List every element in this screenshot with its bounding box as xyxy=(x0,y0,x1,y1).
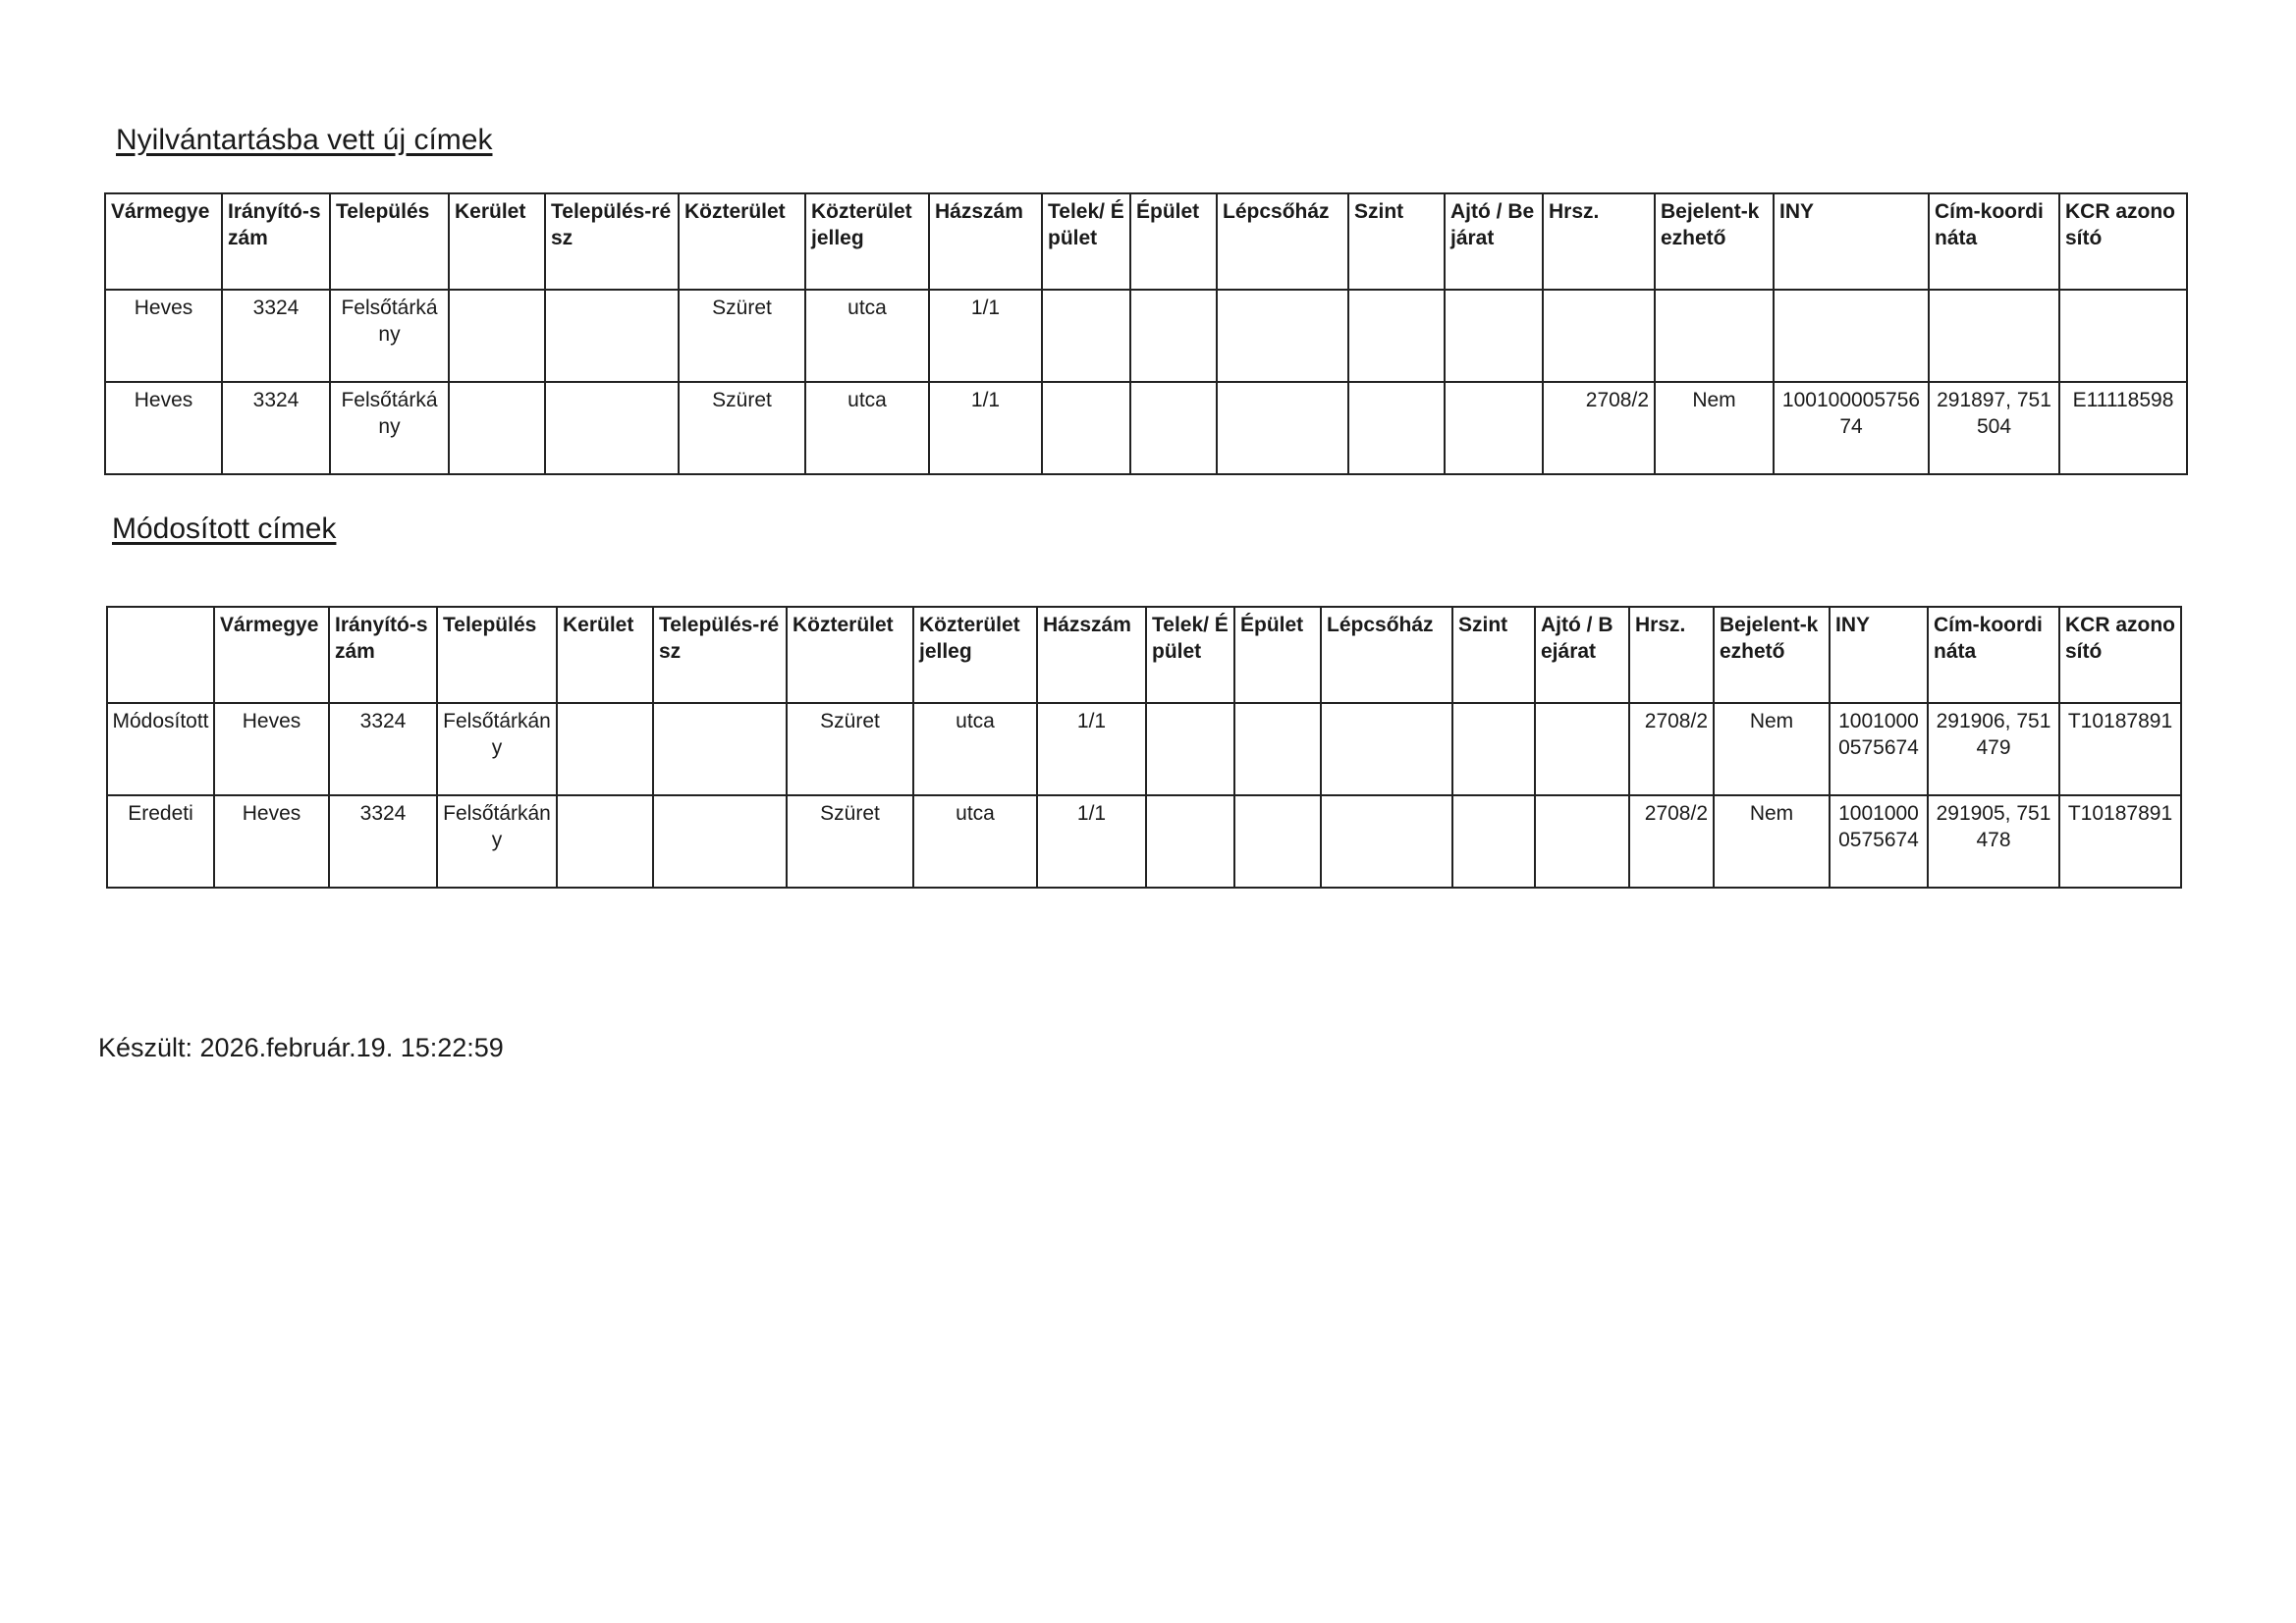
header-cell: Település xyxy=(437,607,557,703)
cell-telek-epulet xyxy=(1146,703,1234,795)
header-cell: Telek/ Épület xyxy=(1042,193,1130,290)
table-header-row xyxy=(105,193,2187,290)
header-cell: Település xyxy=(330,193,449,290)
cell-kerulet xyxy=(557,795,653,888)
header-cell: Lépcsőház xyxy=(1217,193,1348,290)
header-cell: Irányító-szám xyxy=(329,607,437,703)
header-cell: Hrsz. xyxy=(1629,607,1714,703)
header-cell: Közterület xyxy=(679,193,805,290)
cell-telepulesresz xyxy=(653,795,787,888)
header-cell: Irányító-szám xyxy=(222,193,330,290)
cell-kozterulet: Szüret xyxy=(679,290,805,382)
cell-kerulet xyxy=(449,382,545,474)
cell-telek-epulet xyxy=(1146,795,1234,888)
header-cell: INY xyxy=(1774,193,1929,290)
header-cell: Ajtó / Bejárat xyxy=(1445,193,1543,290)
cell-iranyitoszam: 3324 xyxy=(329,703,437,795)
header-cell: Bejelent-kezhető xyxy=(1714,607,1830,703)
table-row xyxy=(105,290,2187,382)
cell-kozterulet: Szüret xyxy=(787,795,913,888)
cell-lepcsohaz xyxy=(1217,382,1348,474)
cell-kozterulet: Szüret xyxy=(787,703,913,795)
cell-iny xyxy=(1774,290,1929,382)
cell-varmegye: Heves xyxy=(214,703,329,795)
cell-telepulesresz xyxy=(545,290,679,382)
cell-ajto-bejarat xyxy=(1535,795,1629,888)
header-cell: Épület xyxy=(1130,193,1217,290)
cell-kcr-azonosito: T10187891 xyxy=(2059,795,2181,888)
header-cell: Vármegye xyxy=(214,607,329,703)
cell-hrsz: 2708/2 xyxy=(1629,703,1714,795)
table-row xyxy=(105,382,2187,474)
cell-ajto-bejarat xyxy=(1445,290,1543,382)
cell-telepules: Felsőtárkány xyxy=(330,382,449,474)
header-cell: Kerület xyxy=(557,607,653,703)
cell-varmegye: Heves xyxy=(214,795,329,888)
cell-szint xyxy=(1452,795,1535,888)
cell-telepules: Felsőtárkány xyxy=(330,290,449,382)
header-cell: Épület xyxy=(1234,607,1321,703)
cell-lepcsohaz xyxy=(1321,795,1452,888)
cell-status: Eredeti xyxy=(107,795,214,888)
cell-kcr-azonosito xyxy=(2059,290,2187,382)
cell-iny: 10010000575674 xyxy=(1830,795,1928,888)
cell-cimkoordinata: 291906, 751479 xyxy=(1928,703,2059,795)
cell-hrsz xyxy=(1543,290,1655,382)
generated-timestamp: Készült: 2026.február.19. 15:22:59 xyxy=(98,1033,504,1062)
cell-szint xyxy=(1348,382,1445,474)
cell-cimkoordinata: 291897, 751504 xyxy=(1929,382,2059,474)
cell-epulet xyxy=(1234,795,1321,888)
header-cell: KCR azonosító xyxy=(2059,607,2181,703)
cell-hazszam: 1/1 xyxy=(929,290,1042,382)
cell-telepules: Felsőtárkány xyxy=(437,703,557,795)
header-cell: KCR azonosító xyxy=(2059,193,2187,290)
header-cell: Szint xyxy=(1348,193,1445,290)
cell-epulet xyxy=(1234,703,1321,795)
cell-hazszam: 1/1 xyxy=(1037,703,1146,795)
cell-szint xyxy=(1348,290,1445,382)
header-cell: Ajtó / Bejárat xyxy=(1535,607,1629,703)
table-row xyxy=(107,703,2181,795)
cell-bejelentkezheto: Nem xyxy=(1714,795,1830,888)
cell-kerulet xyxy=(449,290,545,382)
cell-bejelentkezheto: Nem xyxy=(1714,703,1830,795)
cell-varmegye: Heves xyxy=(105,290,222,382)
cell-iranyitoszam: 3324 xyxy=(222,382,330,474)
cell-hrsz: 2708/2 xyxy=(1629,795,1714,888)
cell-kcr-azonosito: T10187891 xyxy=(2059,703,2181,795)
header-cell: Bejelent-kezhető xyxy=(1655,193,1774,290)
cell-epulet xyxy=(1130,290,1217,382)
header-cell: Házszám xyxy=(929,193,1042,290)
cell-telepulesresz xyxy=(545,382,679,474)
section-title-new-addresses: Nyilvántartásba vett új címek xyxy=(116,124,493,156)
section-title-modified-addresses: Módosított címek xyxy=(112,513,337,545)
cell-bejelentkezheto xyxy=(1655,290,1774,382)
cell-kozterulet-jelleg: utca xyxy=(913,795,1037,888)
cell-hrsz: 2708/2 xyxy=(1543,382,1655,474)
header-cell: Vármegye xyxy=(105,193,222,290)
cell-kozterulet: Szüret xyxy=(679,382,805,474)
cell-kozterulet-jelleg: utca xyxy=(805,290,929,382)
cell-bejelentkezheto: Nem xyxy=(1655,382,1774,474)
cell-ajto-bejarat xyxy=(1535,703,1629,795)
cell-szint xyxy=(1452,703,1535,795)
header-cell: Cím-koordináta xyxy=(1928,607,2059,703)
cell-telek-epulet xyxy=(1042,382,1130,474)
header-cell: Közterület jelleg xyxy=(805,193,929,290)
cell-kozterulet-jelleg: utca xyxy=(913,703,1037,795)
cell-iranyitoszam: 3324 xyxy=(329,795,437,888)
header-cell: INY xyxy=(1830,607,1928,703)
cell-ajto-bejarat xyxy=(1445,382,1543,474)
cell-iny: 10010000575674 xyxy=(1830,703,1928,795)
cell-telepulesresz xyxy=(653,703,787,795)
header-cell: Cím-koordináta xyxy=(1929,193,2059,290)
header-cell: Telek/ Épület xyxy=(1146,607,1234,703)
cell-kcr-azonosito: E11118598 xyxy=(2059,382,2187,474)
header-cell: Település-rész xyxy=(653,607,787,703)
cell-iranyitoszam: 3324 xyxy=(222,290,330,382)
cell-kozterulet-jelleg: utca xyxy=(805,382,929,474)
cell-kerulet xyxy=(557,703,653,795)
header-cell: Közterület xyxy=(787,607,913,703)
cell-telek-epulet xyxy=(1042,290,1130,382)
header-cell: Hrsz. xyxy=(1543,193,1655,290)
cell-status: Módosított xyxy=(107,703,214,795)
cell-cimkoordinata xyxy=(1929,290,2059,382)
cell-hazszam: 1/1 xyxy=(929,382,1042,474)
header-cell: Település-rész xyxy=(545,193,679,290)
header-cell: Lépcsőház xyxy=(1321,607,1452,703)
cell-lepcsohaz xyxy=(1217,290,1348,382)
cell-varmegye: Heves xyxy=(105,382,222,474)
header-cell: Szint xyxy=(1452,607,1535,703)
cell-cimkoordinata: 291905, 751478 xyxy=(1928,795,2059,888)
cell-hazszam: 1/1 xyxy=(1037,795,1146,888)
modified-addresses-table xyxy=(106,606,2182,889)
new-addresses-table xyxy=(104,192,2188,475)
cell-telepules: Felsőtárkány xyxy=(437,795,557,888)
header-cell: Közterület jelleg xyxy=(913,607,1037,703)
header-cell: Házszám xyxy=(1037,607,1146,703)
header-cell: Kerület xyxy=(449,193,545,290)
cell-iny: 10010000575674 xyxy=(1774,382,1929,474)
header-cell xyxy=(107,607,214,703)
cell-epulet xyxy=(1130,382,1217,474)
table-row xyxy=(107,795,2181,888)
table-header-row xyxy=(107,607,2181,703)
cell-lepcsohaz xyxy=(1321,703,1452,795)
